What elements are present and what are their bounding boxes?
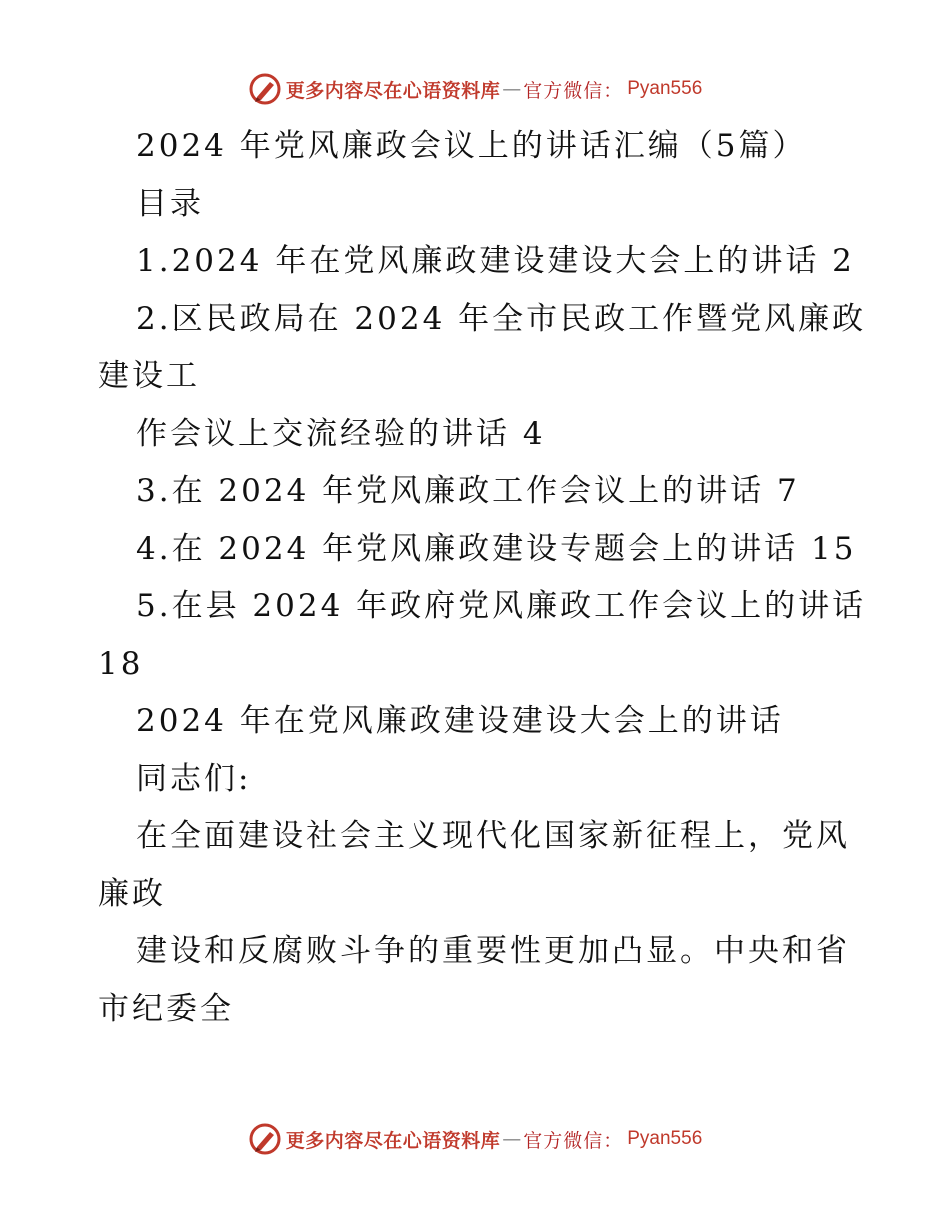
toc-item-4: 4.在 2024 年党风廉政建设专题会上的讲话 15 <box>136 530 857 567</box>
footer-watermark <box>0 1122 950 1156</box>
body-paragraph-line: 廉政 <box>98 875 166 912</box>
watermark-wechat-label: 官方微信： <box>523 1129 624 1152</box>
watermark-dash: — <box>502 78 522 100</box>
toc-item-2-continued: 建设工 <box>98 358 200 394</box>
toc-heading: 目录 <box>136 185 204 222</box>
section-title: 2024 年在党风廉政建设建设大会上的讲话 <box>136 703 784 739</box>
body-paragraph-line: 建设和反腐败斗争的重要性更加凸显。中央和省 <box>136 933 850 969</box>
salutation: 同志们: <box>136 760 252 797</box>
toc-item-1: 1.2024 年在党风廉政建设建设大会上的讲话 2 <box>136 243 855 279</box>
toc-item-3: 3.在 2024 年党风廉政工作会议上的讲话 7 <box>136 473 800 509</box>
watermark-wechat-id: Pyan556 <box>627 1128 703 1149</box>
toc-item-5-page: 18 <box>98 645 144 682</box>
document-title: 2024 年党风廉政会议上的讲话汇编（5篇） <box>136 128 807 164</box>
watermark-text: 更多内容尽在心语资料库 <box>285 79 501 102</box>
watermark-dash: — <box>502 1128 522 1150</box>
document-body <box>98 118 867 1038</box>
watermark-text: 更多内容尽在心语资料库 <box>285 1129 501 1152</box>
body-paragraph-line: 在全面建设社会主义现代化国家新征程上，党风 <box>136 818 850 854</box>
watermark-wechat-label: 官方微信： <box>523 79 624 102</box>
toc-item-5: 5.在县 2024 年政府党风廉政工作会议上的讲话 <box>136 588 867 624</box>
toc-item-2-continued-2: 作会议上交流经验的讲话 4 <box>136 415 546 452</box>
header-watermark <box>0 72 950 106</box>
body-paragraph-line: 市纪委全 <box>98 990 234 1027</box>
pen-logo-icon <box>248 72 282 106</box>
watermark-wechat-id: Pyan556 <box>627 78 703 99</box>
toc-item-2: 2.区民政局在 2024 年全市民政工作暨党风廉政 <box>136 300 867 337</box>
pen-logo-icon <box>248 1122 282 1156</box>
